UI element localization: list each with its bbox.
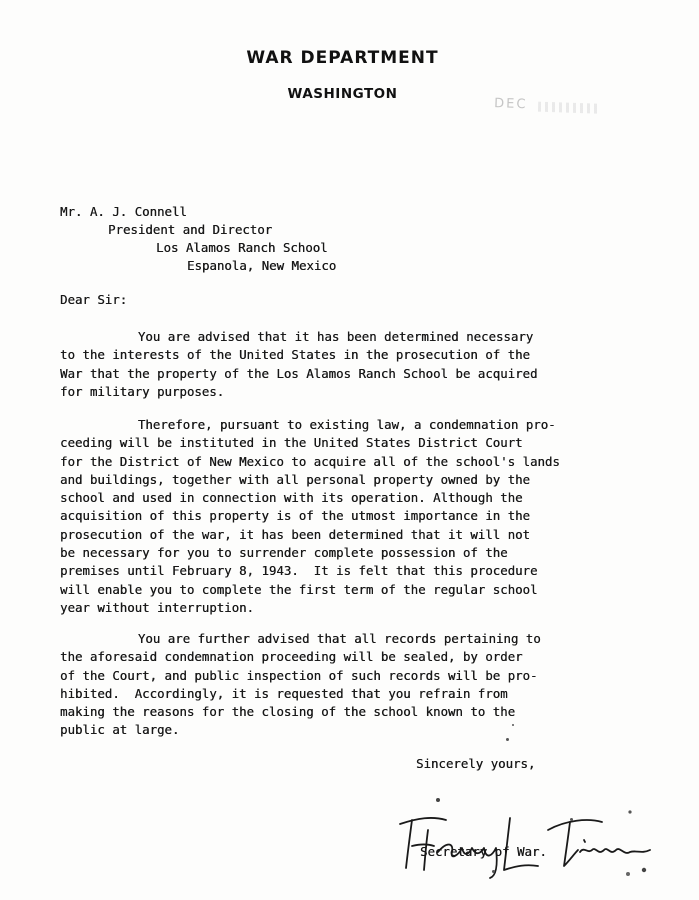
signature-image — [398, 790, 668, 880]
letterhead-title: WAR DEPARTMENT — [246, 48, 439, 68]
letterhead-city: WASHINGTON — [287, 86, 398, 102]
paragraph-line: ceeding will be instituted in the United States District Court — [60, 435, 523, 451]
ink-speck — [506, 738, 509, 741]
ink-speck — [626, 872, 630, 876]
paragraph-2 — [60, 416, 560, 617]
paragraph-line: public at large. — [60, 722, 180, 738]
paragraph-line: to the interests of the United States in the prosecution of the — [60, 347, 530, 363]
paragraph-line: Therefore, pursuant to existing law, a condemnation pro- — [108, 417, 556, 432]
paragraph-line: and buildings, together with all personal property owned by the — [60, 471, 530, 487]
paragraph-line: hibited. Accordingly, it is requested that you refrain from — [60, 685, 508, 701]
paragraph-line: War that the property of the Los Alamos Ranch School be acquired — [60, 365, 538, 381]
paragraph-line: You are advised that it has been determined necessary — [108, 329, 534, 344]
paragraph-line: premises until February 8, 1943. It is felt that this procedure — [60, 563, 538, 579]
ink-speck — [570, 818, 573, 821]
paragraph-3 — [60, 630, 541, 740]
address-location: Espanola, New Mexico — [187, 258, 337, 273]
paragraph-line: will enable you to complete the first term of the regular school — [60, 581, 538, 597]
paragraph-line: school and used in connection with its operation. Although the — [60, 490, 523, 506]
date-stamp-smudge — [538, 102, 600, 114]
paragraph-line: the aforesaid condemnation proceeding will be sealed, by order — [60, 649, 523, 665]
ink-speck — [492, 870, 495, 873]
paragraph-1 — [60, 328, 538, 401]
paragraph-line: for the District of New Mexico to acquire all of the school's lands — [60, 453, 560, 469]
signer-title: Secretary of War. — [420, 844, 547, 859]
date-stamp — [494, 96, 605, 122]
paragraph-line: year without interruption. — [60, 599, 254, 615]
address-title: President and Director — [108, 222, 273, 237]
address-name: Mr. A. J. Connell — [60, 204, 187, 219]
paragraph-line: of the Court, and public inspection of such records will be pro- — [60, 667, 538, 683]
paragraph-line: making the reasons for the closing of the school known to the — [60, 704, 516, 720]
ink-speck — [512, 724, 514, 726]
paragraph-line: acquisition of this property is of the utmost importance in the — [60, 508, 530, 524]
valediction: Sincerely yours, — [416, 756, 536, 771]
date-stamp-text: DEC — [493, 96, 528, 113]
paragraph-line: be necessary for you to surrender complete possession of the — [60, 545, 508, 561]
paragraph-line: You are further advised that all records pertaining to — [108, 631, 541, 646]
paragraph-line: for military purposes. — [60, 383, 225, 399]
address-organization: Los Alamos Ranch School — [156, 240, 328, 255]
salutation: Dear Sir: — [60, 292, 128, 307]
paragraph-line: prosecution of the war, it has been determined that it will not — [60, 526, 530, 542]
